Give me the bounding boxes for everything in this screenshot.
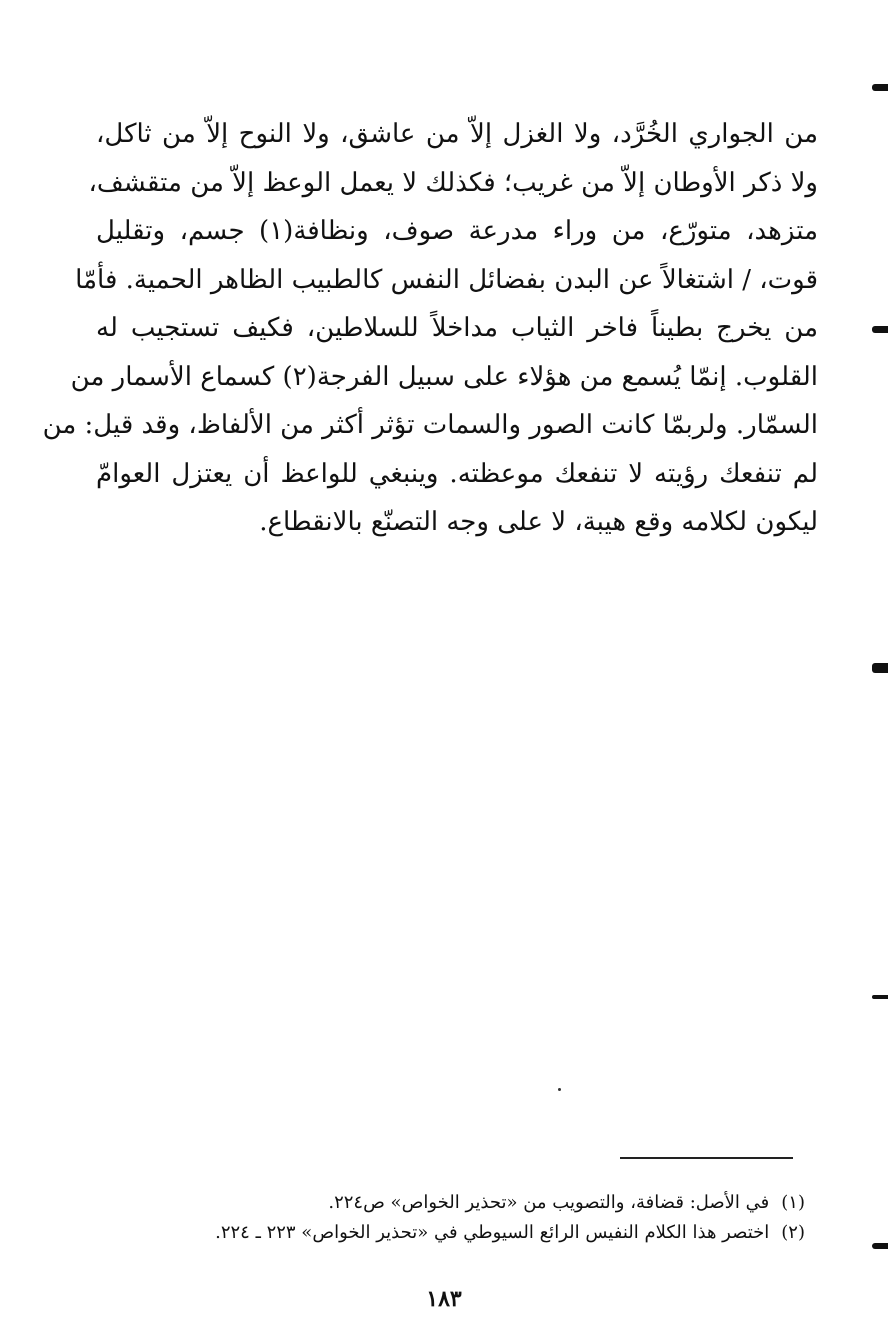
scan-edge-mark <box>872 1243 888 1249</box>
scan-edge-mark <box>872 326 888 333</box>
body-line: من الجواري الخُرَّد، ولا الغزل إلاّ من عاشق، ولا النوح إلاّ من ثاكل، <box>96 119 818 149</box>
footnote-number: (١) <box>781 1192 805 1213</box>
body-line: لم تنفعك رؤيته لا تنفعك موعظته. وينبغي للواعظ أن يعتزل العوامّ <box>96 458 818 489</box>
body-line: ولا ذكر الأوطان إلاّ من غريب؛ فكذلك لا يعمل الوعظ إلاّ من متقشف، <box>88 167 818 198</box>
body-line: قوت، / اشتغالاً عن البدن بفضائل النفس كالطبيب الظاهر الحمية. فأمّا <box>75 264 818 295</box>
footnotes <box>180 1188 805 1248</box>
footnote-divider <box>620 1157 793 1159</box>
body-line: القلوب. إنمّا يُسمع من هؤلاء على سبيل الفرجة(٢) كسماع الأسمار من <box>70 361 818 392</box>
footnote-item <box>180 1218 805 1248</box>
body-line: ليكون لكلامه وقع هيبة، لا على وجه التصنّع بالانقطاع. <box>259 507 818 537</box>
scan-edge-mark <box>872 84 888 91</box>
body-line: متزهد، متورّع، من وراء مدرعة صوف، ونظافة(١) جسم، وتقليل <box>96 216 818 246</box>
body-line: من يخرج بطيناً فاخر الثياب مداخلاً للسلاطين، فكيف تستجيب له <box>96 313 818 343</box>
footnote-number: (٢) <box>781 1222 805 1243</box>
scan-speck <box>558 1088 561 1091</box>
scan-edge-mark <box>872 995 888 999</box>
footnote-item <box>180 1188 805 1218</box>
page-number: ١٨٣ <box>426 1286 462 1312</box>
body-text <box>42 110 818 547</box>
footnote-text: اختصر هذا الكلام النفيس الرائع السيوطي في «تحذير الخواص» ٢٢٣ ـ ٢٢٤. <box>215 1222 770 1243</box>
footnote-text: في الأصل: قضافة، والتصويب من «تحذير الخواص» ص٢٢٤. <box>328 1192 770 1213</box>
scan-edge-mark <box>872 663 888 673</box>
body-line: السمّار. ولربمّا كانت الصور والسمات تؤثر أكثر من الألفاظ، وقد قيل: من <box>42 410 818 440</box>
